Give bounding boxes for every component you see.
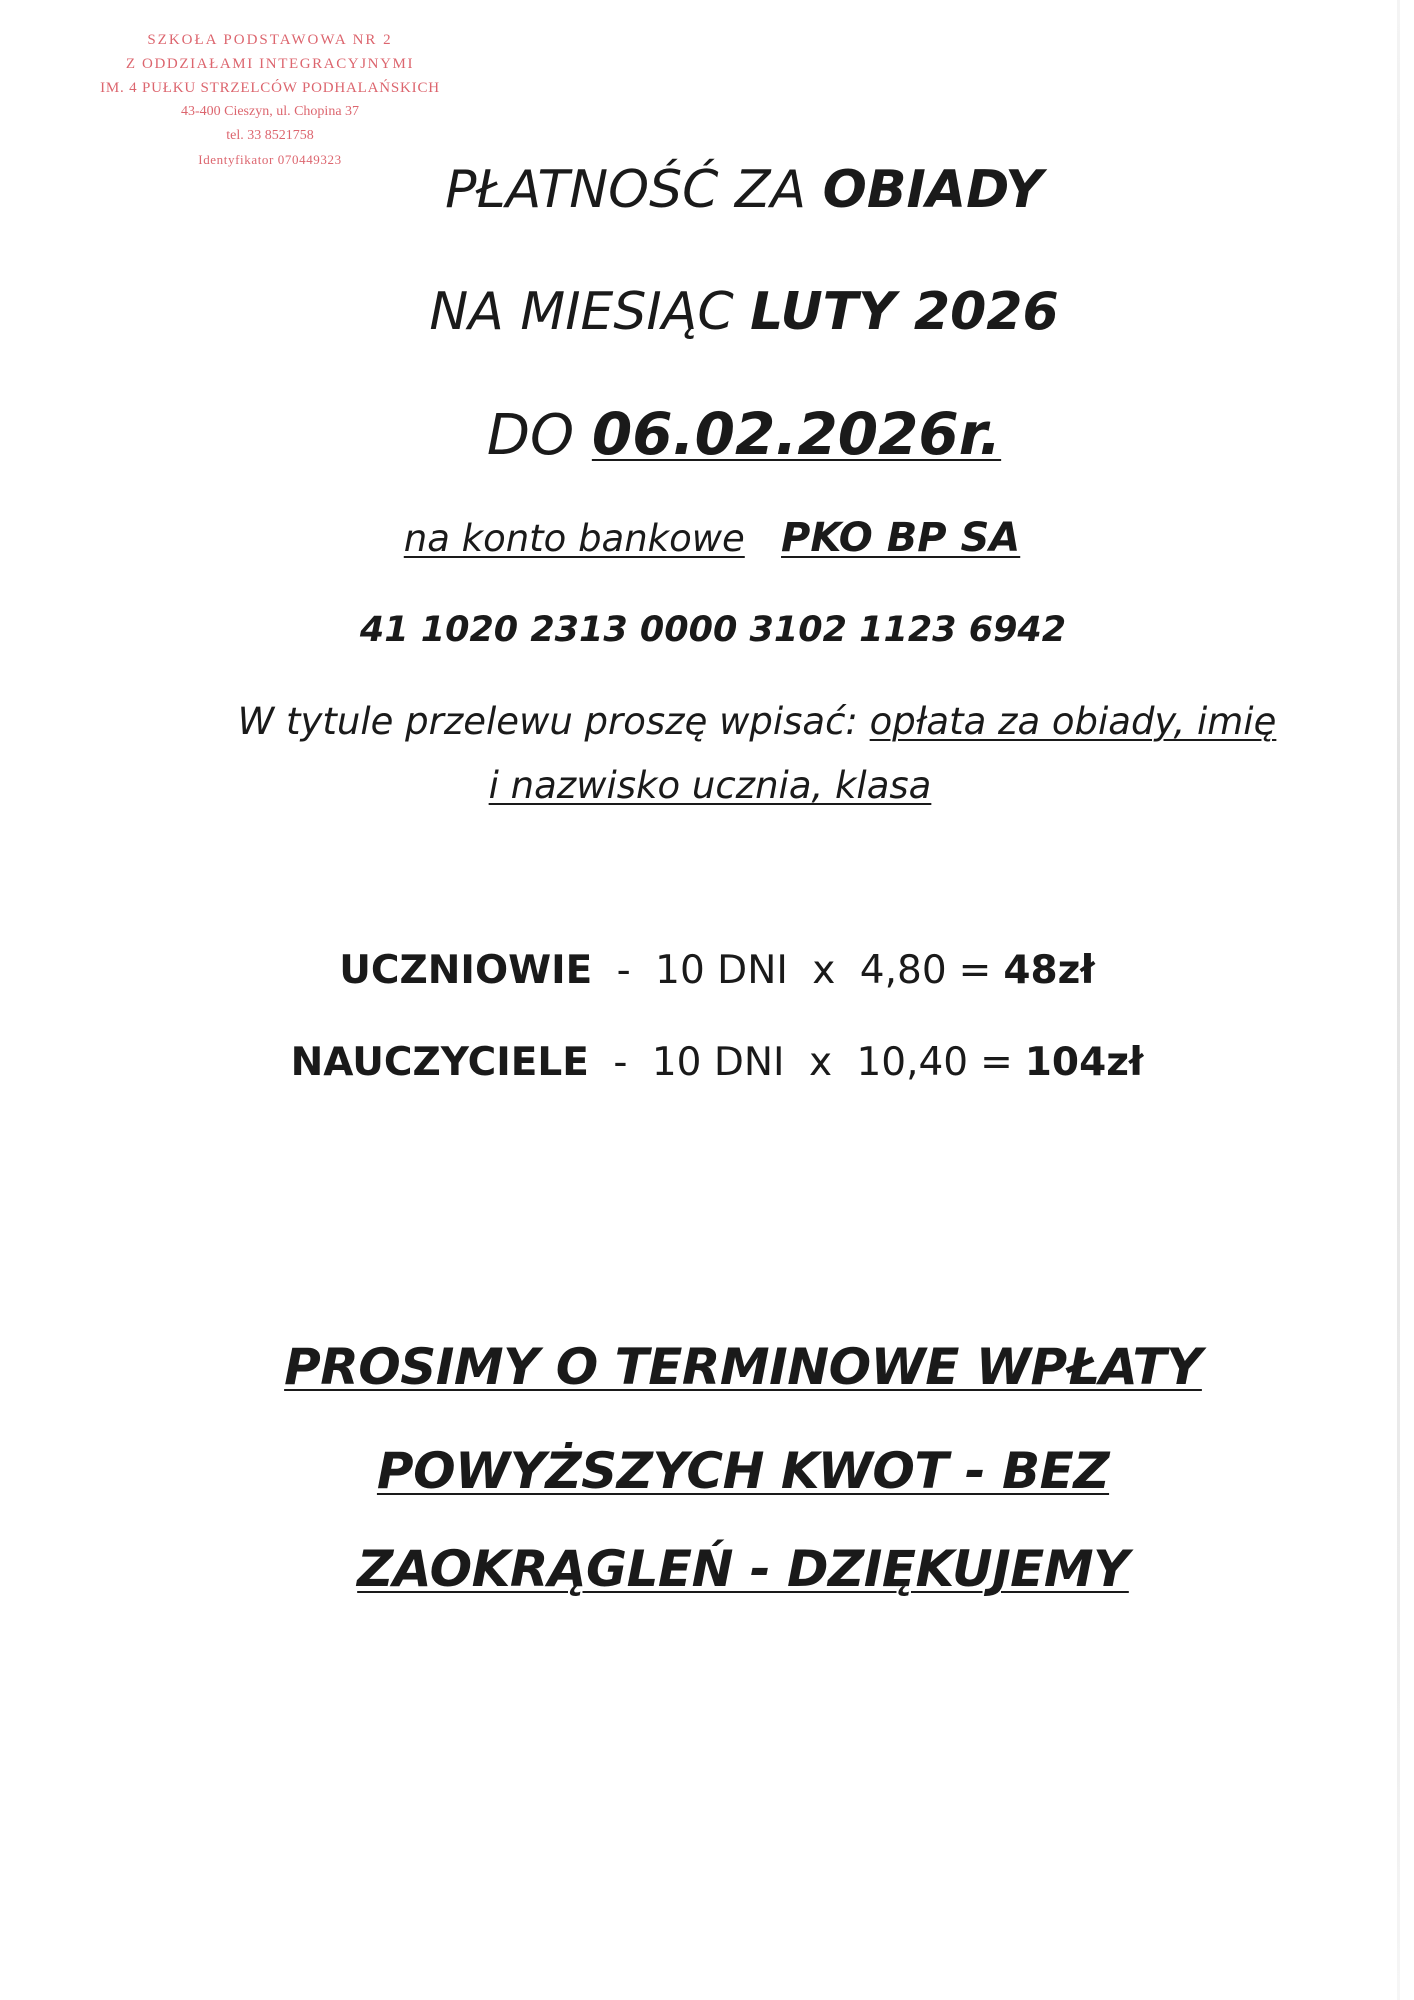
price-row-students bbox=[0, 948, 1414, 993]
price-equals: = bbox=[980, 1040, 1013, 1085]
heading-prefix-3: DO bbox=[486, 403, 592, 468]
stamp-line-integration: Z ODDZIAŁAMI INTEGRACYJNYMI bbox=[125, 56, 415, 72]
heading-prefix-2: NA MIESIĄC bbox=[429, 282, 751, 342]
school-stamp bbox=[70, 28, 470, 172]
heading-bold-month: LUTY 2026 bbox=[750, 282, 1059, 342]
price-days: 10 DNI bbox=[651, 1040, 785, 1085]
transfer-title-value-1: opłata za obiady, imię bbox=[869, 700, 1277, 743]
transfer-title-line-1 bbox=[0, 700, 1414, 743]
stamp-line-patron: IM. 4 PUŁKU STRZELCÓW PODHALAŃSKICH bbox=[100, 80, 440, 96]
stamp-line-identifier: Identyfikator 070449323 bbox=[198, 152, 342, 167]
heading-line-2 bbox=[0, 282, 1414, 342]
closing-line-3: ZAOKRĄGLEŃ - DZIĘKUJEMY bbox=[357, 1540, 1129, 1598]
heading-bold-obiady: OBIADY bbox=[822, 160, 1043, 220]
price-rate: 10,40 bbox=[856, 1040, 969, 1085]
heading-line-3 bbox=[0, 400, 1414, 468]
price-times: x bbox=[808, 1040, 833, 1085]
transfer-title-value-2: i nazwisko ucznia, klasa bbox=[488, 764, 932, 807]
price-label-students: UCZNIOWIE bbox=[339, 948, 593, 993]
payment-deadline: 06.02.2026r. bbox=[591, 400, 1002, 468]
transfer-title-line-2 bbox=[0, 764, 1414, 807]
stamp-line-phone: tel. 33 8521758 bbox=[226, 128, 314, 143]
stamp-line-address: 43-400 Cieszyn, ul. Chopina 37 bbox=[180, 104, 360, 119]
heading-line-1 bbox=[0, 160, 1414, 220]
bank-name: PKO BP SA bbox=[781, 515, 1021, 561]
price-total-teachers: 104zł bbox=[1024, 1040, 1144, 1085]
price-separator: - bbox=[616, 948, 631, 993]
price-row-teachers bbox=[0, 1040, 1414, 1085]
closing-line-1: PROSIMY O TERMINOWE WPŁATY bbox=[284, 1338, 1202, 1396]
account-label: na konto bankowe bbox=[403, 517, 745, 560]
price-label-teachers: NAUCZYCIELE bbox=[290, 1040, 589, 1085]
price-separator: - bbox=[613, 1040, 628, 1085]
stamp-line-school-name: SZKOŁA PODSTAWOWA NR 2 bbox=[147, 32, 393, 48]
account-number: 41 1020 2313 0000 3102 1123 6942 bbox=[359, 610, 1067, 650]
price-equals: = bbox=[958, 948, 992, 993]
price-days: 10 DNI bbox=[655, 948, 788, 993]
transfer-title-instruction: W tytule przelewu proszę wpisać: bbox=[237, 700, 870, 743]
heading-prefix-1: PŁATNOŚĆ ZA bbox=[445, 160, 823, 220]
bank-account-line bbox=[0, 515, 1414, 561]
price-total-students: 48zł bbox=[1003, 948, 1095, 993]
price-rate: 4,80 bbox=[859, 948, 947, 993]
price-times: x bbox=[812, 948, 836, 993]
closing-line-2: POWYŻSZYCH KWOT - BEZ bbox=[376, 1442, 1110, 1500]
